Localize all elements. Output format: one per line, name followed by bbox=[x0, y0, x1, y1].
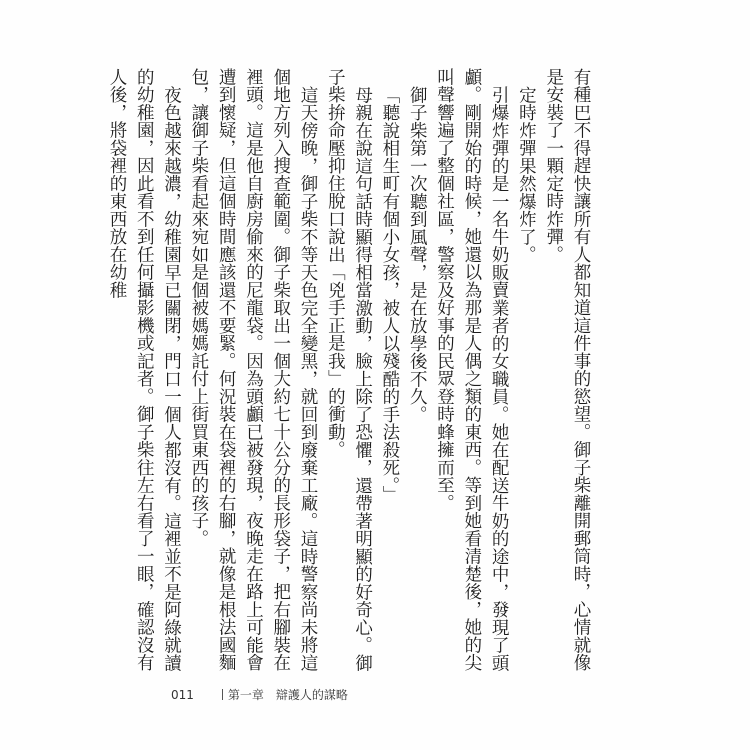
paragraph: 母親在說這句話時顯得相當激動，臉上除了恐懼，還帶著明顯的好奇心。御子柴拚命壓抑住脫口說出「兇手正是我」的衝動。 bbox=[325, 68, 373, 672]
dialogue-line: 「聽說相生町有個小女孩，被人以殘酷的手法殺死。」 bbox=[379, 85, 400, 503]
paragraph: 御子柴第一次聽到風聲，是在放學後不久。 bbox=[407, 85, 428, 423]
chapter-title: 第一章 辯護人的謀略 bbox=[227, 688, 348, 702]
page-footer bbox=[171, 686, 348, 703]
paragraph: 有種巴不得趕快讓所有人都知道這件事的慾望。御子柴離開郵筒時，心情就像是安裝了一顆定時炸彈。 bbox=[543, 68, 591, 672]
paragraph: 引爆炸彈的是一名牛奶販賣業者的女職員。她在配送牛奶的途中，發現了頭顱。剛開始的時候，她還以為那是人偶之類的東西。等到她看清楚後，她的尖叫聲響遍了整個社區，警察及好事的民眾登時蜂擁而至。 bbox=[434, 68, 510, 672]
footer-divider bbox=[222, 689, 223, 700]
body-text bbox=[106, 68, 594, 678]
paragraph: 夜色越來越濃，幼稚園早已關閉，門口一個人都沒有。這裡並不是阿綠就讀的幼稚園，因此看不到任何攝影機或記者。御子柴往左右看了一眼，確認沒有人後，將袋裡的東西放在幼稚 bbox=[106, 68, 182, 672]
paragraph: 定時炸彈果然爆炸了。 bbox=[516, 85, 537, 263]
page-number: 011 bbox=[171, 687, 194, 702]
paragraph: 這天傍晚，御子柴不等天色完全變黑，就回到廢棄工廠。這時警察尚未將這個地方列入搜查範圍。御子柴取出一個大約七十公分的長形袋子，把右腳裝在裡頭。這是他自廚房偷來的尼龍袋。因為頭顱已被發現，夜晚走在路上可能會遭到懷疑，但這個時間應該還不要緊。何況裝在袋裡的右腳，就像是根法國麵包，讓御子柴看起來宛如是個被媽媽託付上街買東西的孩子。 bbox=[188, 68, 319, 672]
